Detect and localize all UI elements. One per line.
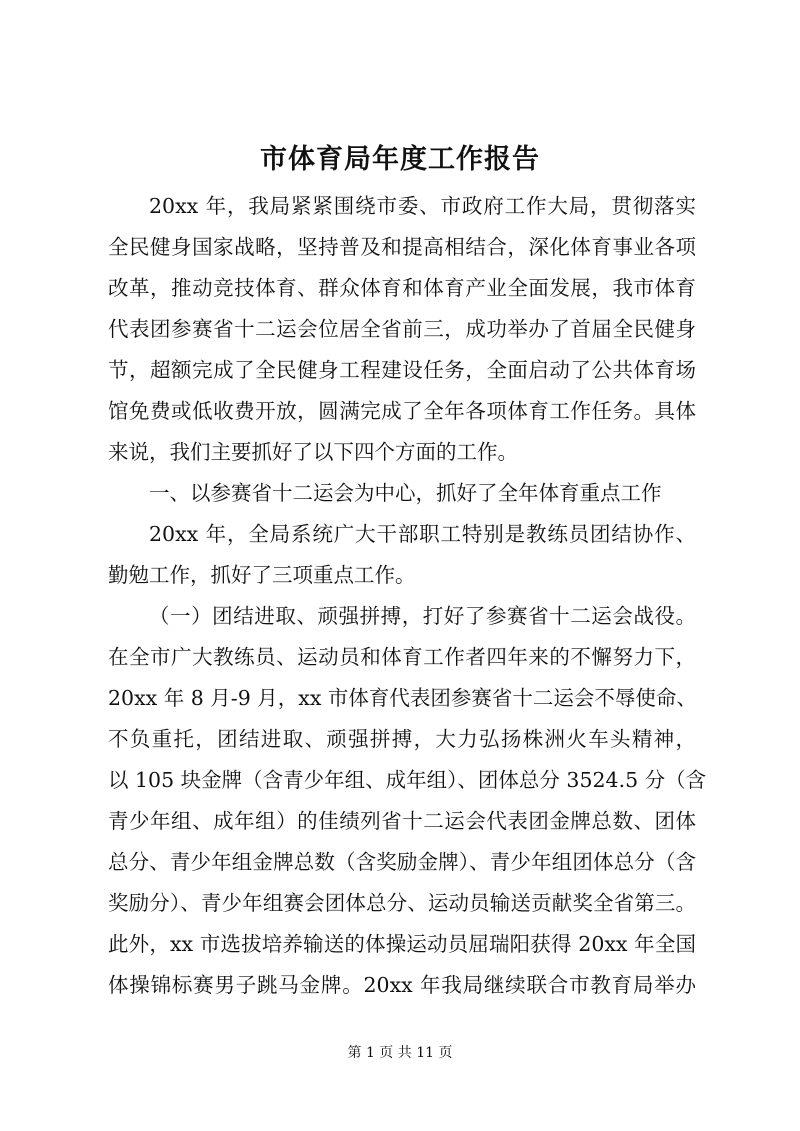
body-line: 节，超额完成了全民健身工程建设任务，全面启动了公共体育场 [108,358,696,382]
body-line: 改革，推动竞技体育、群众体育和体育产业全面发展，我市体育 [108,276,696,300]
body-line: 不负重托，团结进取、顽强拼搏，大力弘扬株洲火车头精神， [108,727,696,751]
page-footer: 第 1 页 共 11 页 [347,1045,453,1061]
body-line: 20xx 年，全局系统广大干部职工特别是教练员团结协作、 [149,522,696,546]
body-line: 体操锦标赛男子跳马金牌。20xx 年我局继续联合市教育局举办 [108,973,696,997]
document-title: 市体育局年度工作报告 [260,144,540,175]
body-line: 勤勉工作，抓好了三项重点工作。 [108,563,416,587]
body-line: 全民健身国家战略，坚持普及和提高相结合，深化体育事业各项 [108,235,696,259]
body-line: 馆免费或低收费开放，圆满完成了全年各项体育工作任务。具体 [108,399,696,423]
body-line: 青少年组、成年组）的佳绩列省十二运会代表团金牌总数、团体 [108,809,696,833]
subsection-heading: （一）团结进取、顽强拼搏，打好了参赛省十二运会战役。 [149,604,696,628]
body-line: 此外，xx 市选拔培养输送的体操运动员屈瑞阳获得 20xx 年全国 [108,932,696,956]
body-line: 以 105 块金牌（含青少年组、成年组）、团体总分 3524.5 分（含 [108,768,707,792]
body-line: 代表团参赛省十二运会位居全省前三，成功举办了首届全民健身 [108,317,696,341]
section-heading: 一、以参赛省十二运会为中心，抓好了全年体育重点工作 [149,481,662,505]
body-line: 在全市广大教练员、运动员和体育工作者四年来的不懈努力下， [108,645,696,669]
body-line: 奖励分）、青少年组赛会团体总分、运动员输送贡献奖全省第三。 [108,891,696,915]
body-line: 20xx 年 8 月-9 月，xx 市体育代表团参赛省十二运会不辱使命、 [108,686,697,710]
body-line: 20xx 年，我局紧紧围绕市委、市政府工作大局，贯彻落实 [149,194,696,218]
body-line: 总分、青少年组金牌总数（含奖励金牌）、青少年组团体总分（含 [108,850,696,874]
body-line: 来说，我们主要抓好了以下四个方面的工作。 [108,440,518,464]
document-body [108,186,707,1006]
